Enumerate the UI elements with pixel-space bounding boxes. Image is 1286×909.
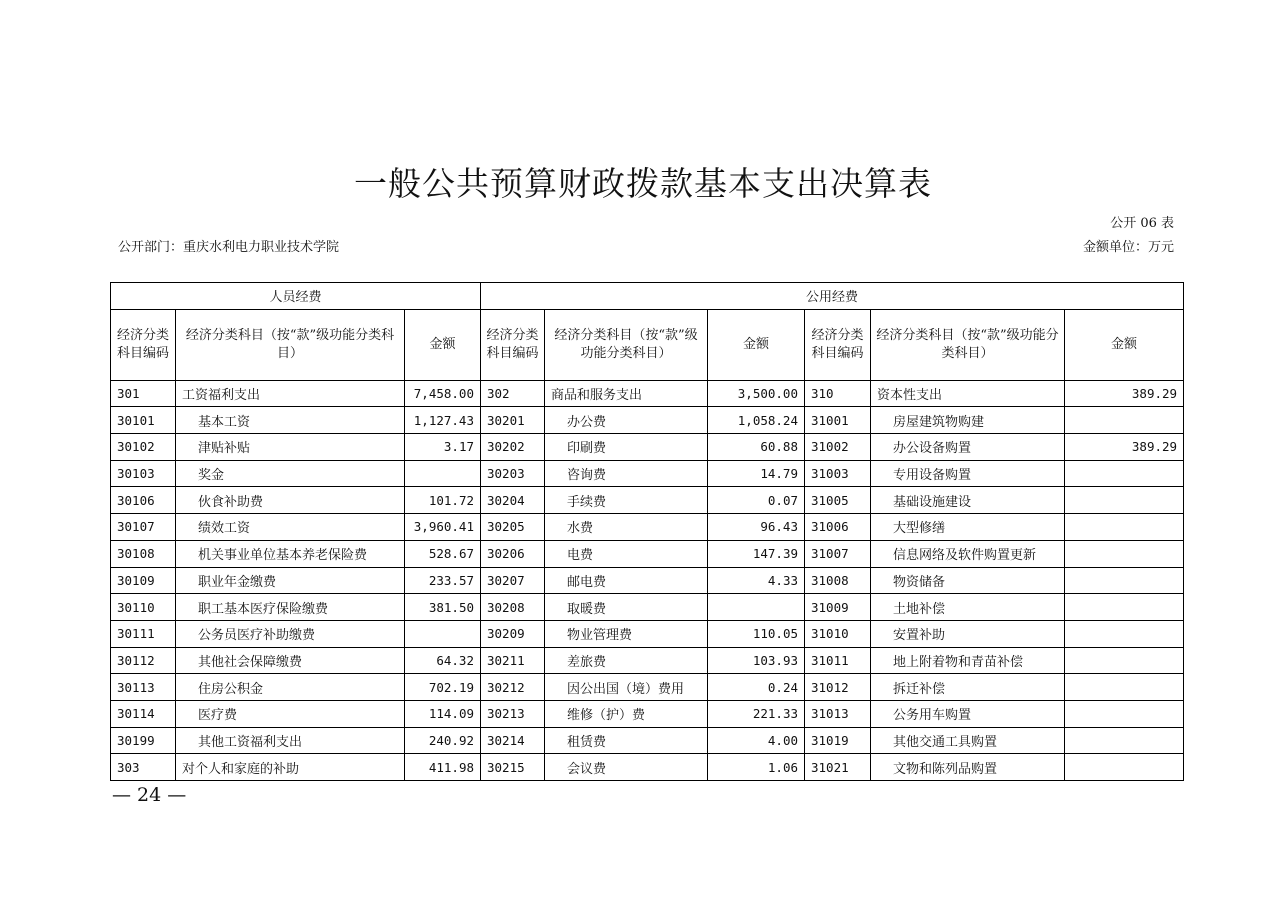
name-cell: 水费 xyxy=(545,514,708,541)
code-cell: 30208 xyxy=(481,594,545,621)
code-cell: 31008 xyxy=(805,567,871,594)
code-cell: 30199 xyxy=(111,727,176,754)
amount-cell xyxy=(1065,487,1184,514)
amount-cell xyxy=(708,594,805,621)
code-cell: 30202 xyxy=(481,434,545,461)
name-cell: 奖金 xyxy=(176,460,405,487)
col-header-amount: 金额 xyxy=(708,309,805,380)
amount-cell: 221.33 xyxy=(708,700,805,727)
code-cell: 302 xyxy=(481,380,545,407)
code-cell: 30205 xyxy=(481,514,545,541)
code-cell: 303 xyxy=(111,754,176,781)
code-cell: 30101 xyxy=(111,407,176,434)
code-cell: 30108 xyxy=(111,540,176,567)
amount-cell: 103.93 xyxy=(708,647,805,674)
name-cell: 大型修缮 xyxy=(871,514,1065,541)
amount-cell: 702.19 xyxy=(405,674,481,701)
name-cell: 工资福利支出 xyxy=(176,380,405,407)
amount-cell: 389.29 xyxy=(1065,434,1184,461)
page-number: — 24 — xyxy=(112,784,187,806)
amount-cell xyxy=(1065,700,1184,727)
amount-cell: 114.09 xyxy=(405,700,481,727)
name-cell: 房屋建筑物购建 xyxy=(871,407,1065,434)
amount-cell: 14.79 xyxy=(708,460,805,487)
table-row xyxy=(111,487,1184,514)
col-header-name: 经济分类科目（按“款”级功能分类科目） xyxy=(176,309,405,380)
name-cell: 印刷费 xyxy=(545,434,708,461)
name-cell: 其他交通工具购置 xyxy=(871,727,1065,754)
table-row xyxy=(111,460,1184,487)
code-cell: 30201 xyxy=(481,407,545,434)
code-cell: 30112 xyxy=(111,647,176,674)
name-cell: 安置补助 xyxy=(871,620,1065,647)
amount-cell: 4.33 xyxy=(708,567,805,594)
name-cell: 文物和陈列品购置 xyxy=(871,754,1065,781)
amount-cell: 3,500.00 xyxy=(708,380,805,407)
name-cell: 手续费 xyxy=(545,487,708,514)
name-cell: 机关事业单位基本养老保险费 xyxy=(176,540,405,567)
amount-cell xyxy=(1065,514,1184,541)
form-number: 公开 06 表 xyxy=(1110,216,1174,231)
name-cell: 拆迁补偿 xyxy=(871,674,1065,701)
code-cell: 31013 xyxy=(805,700,871,727)
code-cell: 30111 xyxy=(111,620,176,647)
code-cell: 31005 xyxy=(805,487,871,514)
name-cell: 物资储备 xyxy=(871,567,1065,594)
name-cell: 职工基本医疗保险缴费 xyxy=(176,594,405,621)
code-cell: 30110 xyxy=(111,594,176,621)
col-header-code: 经济分类科目编码 xyxy=(111,309,176,380)
name-cell: 信息网络及软件购置更新 xyxy=(871,540,1065,567)
code-cell: 30107 xyxy=(111,514,176,541)
amount-cell: 4.00 xyxy=(708,727,805,754)
code-cell: 30113 xyxy=(111,674,176,701)
code-cell: 30206 xyxy=(481,540,545,567)
code-cell: 30114 xyxy=(111,700,176,727)
amount-cell: 110.05 xyxy=(708,620,805,647)
table-row xyxy=(111,647,1184,674)
code-cell: 30109 xyxy=(111,567,176,594)
name-cell: 公务员医疗补助缴费 xyxy=(176,620,405,647)
table-row xyxy=(111,407,1184,434)
code-cell: 30207 xyxy=(481,567,545,594)
code-cell: 30102 xyxy=(111,434,176,461)
amount-cell xyxy=(1065,647,1184,674)
name-cell: 取暖费 xyxy=(545,594,708,621)
code-cell: 30213 xyxy=(481,700,545,727)
table-row xyxy=(111,700,1184,727)
name-cell: 其他社会保障缴费 xyxy=(176,647,405,674)
name-cell: 邮电费 xyxy=(545,567,708,594)
col-header-code: 经济分类科目编码 xyxy=(805,309,871,380)
amount-cell: 3.17 xyxy=(405,434,481,461)
name-cell: 会议费 xyxy=(545,754,708,781)
name-cell: 绩效工资 xyxy=(176,514,405,541)
name-cell: 办公费 xyxy=(545,407,708,434)
col-header-code: 经济分类科目编码 xyxy=(481,309,545,380)
amount-cell xyxy=(405,620,481,647)
amount-cell xyxy=(1065,754,1184,781)
amount-cell: 96.43 xyxy=(708,514,805,541)
code-cell: 301 xyxy=(111,380,176,407)
code-cell: 310 xyxy=(805,380,871,407)
amount-cell xyxy=(1065,594,1184,621)
name-cell: 公务用车购置 xyxy=(871,700,1065,727)
name-cell: 办公设备购置 xyxy=(871,434,1065,461)
group-header-public: 公用经费 xyxy=(481,283,1184,310)
code-cell: 30106 xyxy=(111,487,176,514)
amount-cell: 0.24 xyxy=(708,674,805,701)
name-cell: 伙食补助费 xyxy=(176,487,405,514)
code-cell: 31021 xyxy=(805,754,871,781)
name-cell: 专用设备购置 xyxy=(871,460,1065,487)
table-row xyxy=(111,754,1184,781)
code-cell: 30215 xyxy=(481,754,545,781)
name-cell: 物业管理费 xyxy=(545,620,708,647)
amount-cell: 1.06 xyxy=(708,754,805,781)
table-row xyxy=(111,540,1184,567)
amount-cell: 1,058.24 xyxy=(708,407,805,434)
name-cell: 资本性支出 xyxy=(871,380,1065,407)
table-row xyxy=(111,380,1184,407)
code-cell: 31012 xyxy=(805,674,871,701)
name-cell: 电费 xyxy=(545,540,708,567)
code-cell: 30212 xyxy=(481,674,545,701)
name-cell: 土地补偿 xyxy=(871,594,1065,621)
code-cell: 30103 xyxy=(111,460,176,487)
col-header-amount: 金额 xyxy=(405,309,481,380)
code-cell: 31011 xyxy=(805,647,871,674)
group-header-personnel: 人员经费 xyxy=(111,283,481,310)
name-cell: 住房公积金 xyxy=(176,674,405,701)
amount-cell: 233.57 xyxy=(405,567,481,594)
name-cell: 其他工资福利支出 xyxy=(176,727,405,754)
table-row xyxy=(111,567,1184,594)
col-header-name: 经济分类科目（按“款”级功能分类科目） xyxy=(871,309,1065,380)
name-cell: 基础设施建设 xyxy=(871,487,1065,514)
table-row xyxy=(111,620,1184,647)
code-cell: 30209 xyxy=(481,620,545,647)
name-cell: 商品和服务支出 xyxy=(545,380,708,407)
table-row xyxy=(111,514,1184,541)
amount-cell: 240.92 xyxy=(405,727,481,754)
code-cell: 31002 xyxy=(805,434,871,461)
amount-cell: 1,127.43 xyxy=(405,407,481,434)
amount-cell xyxy=(1065,407,1184,434)
col-header-amount: 金额 xyxy=(1065,309,1184,380)
page-title: 一般公共预算财政拨款基本支出决算表 xyxy=(354,164,932,203)
code-cell: 31001 xyxy=(805,407,871,434)
table-row xyxy=(111,594,1184,621)
code-cell: 31019 xyxy=(805,727,871,754)
name-cell: 维修（护）费 xyxy=(545,700,708,727)
department-label: 公开部门：重庆水利电力职业技术学院 xyxy=(118,240,340,255)
code-cell: 30204 xyxy=(481,487,545,514)
amount-cell: 3,960.41 xyxy=(405,514,481,541)
amount-cell xyxy=(405,460,481,487)
amount-cell xyxy=(1065,727,1184,754)
code-cell: 30203 xyxy=(481,460,545,487)
name-cell: 地上附着物和青苗补偿 xyxy=(871,647,1065,674)
name-cell: 租赁费 xyxy=(545,727,708,754)
amount-cell xyxy=(1065,674,1184,701)
unit-label: 金额单位：万元 xyxy=(1082,240,1174,255)
name-cell: 咨询费 xyxy=(545,460,708,487)
name-cell: 因公出国（境）费用 xyxy=(545,674,708,701)
amount-cell: 0.07 xyxy=(708,487,805,514)
name-cell: 差旅费 xyxy=(545,647,708,674)
amount-cell xyxy=(1065,620,1184,647)
amount-cell: 7,458.00 xyxy=(405,380,481,407)
name-cell: 对个人和家庭的补助 xyxy=(176,754,405,781)
amount-cell: 381.50 xyxy=(405,594,481,621)
code-cell: 31009 xyxy=(805,594,871,621)
name-cell: 医疗费 xyxy=(176,700,405,727)
amount-cell xyxy=(1065,567,1184,594)
name-cell: 津贴补贴 xyxy=(176,434,405,461)
expenditure-table xyxy=(110,282,1184,781)
col-header-name: 经济分类科目（按“款”级功能分类科目） xyxy=(545,309,708,380)
code-cell: 31003 xyxy=(805,460,871,487)
code-cell: 30214 xyxy=(481,727,545,754)
table-row xyxy=(111,434,1184,461)
amount-cell xyxy=(1065,540,1184,567)
amount-cell: 64.32 xyxy=(405,647,481,674)
table-row xyxy=(111,674,1184,701)
name-cell: 职业年金缴费 xyxy=(176,567,405,594)
amount-cell xyxy=(1065,460,1184,487)
code-cell: 31007 xyxy=(805,540,871,567)
amount-cell: 101.72 xyxy=(405,487,481,514)
code-cell: 31006 xyxy=(805,514,871,541)
code-cell: 31010 xyxy=(805,620,871,647)
table-row xyxy=(111,727,1184,754)
amount-cell: 147.39 xyxy=(708,540,805,567)
amount-cell: 60.88 xyxy=(708,434,805,461)
name-cell: 基本工资 xyxy=(176,407,405,434)
amount-cell: 411.98 xyxy=(405,754,481,781)
code-cell: 30211 xyxy=(481,647,545,674)
amount-cell: 389.29 xyxy=(1065,380,1184,407)
amount-cell: 528.67 xyxy=(405,540,481,567)
